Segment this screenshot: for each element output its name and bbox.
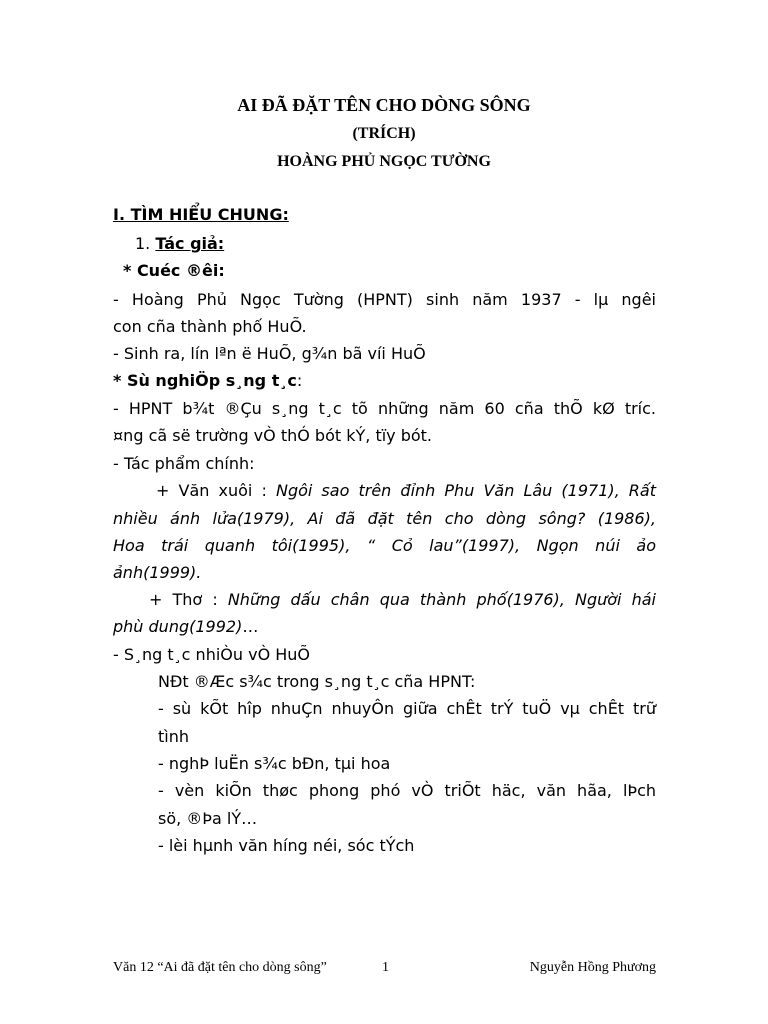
tho-works: phù dung(1992) [113,617,243,636]
dacsac-line: - sù kÕt hîp nhuÇn nhuyÔn giữa chÊt trÝ tuÖ vµ chÊt trữ [158,699,656,718]
subsection-number: 1. [135,234,156,253]
footer-left: Văn 12 “Ai đã đặt tên cho dòng sông” [113,960,327,975]
footer-page-number: 1 [382,960,389,975]
footer-right: Nguyễn Hồng Phương [529,960,656,975]
dacsac-line: - lèi hµnh văn híng néi, sóc tÝch [158,836,415,855]
vanxuoi-line: Hoa trái quanh tôi(1995), “ Cỏ lau”(1997), Ngọn núi ảo [113,536,656,555]
paragraph-line: - Sinh ra, lín lªn ë HuÕ, g¾n bã víi HuÕ [113,344,426,363]
sunghiep-label: * Sù nghiÖp s¸ng t¸c [113,371,297,390]
subsection-heading [135,233,678,255]
document-subtitle: (TRÍCH) [352,125,416,142]
subsection-label: Tác giả: [155,234,225,253]
dacsac-line: - vèn kiÕn thøc phong phó vÒ triÕt häc, văn hãa, lÞch [158,781,656,800]
document-title: AI ĐÃ ĐẶT TÊN CHO DÒNG SÔNG [237,95,531,115]
tho-prefix: + Thơ : [149,590,228,609]
dacsac-line: tình [158,727,189,746]
paragraph-line: - S¸ng t¸c nhiÒu vÒ HuÕ [113,645,311,664]
vanxuoi-works: Ngôi sao trên đỉnh Phu Văn Lâu (1971), Rất [275,481,657,500]
tho-ellipsis: … [242,617,259,636]
dacsac-line: sö, ®Þa lÝ… [158,809,258,828]
sunghiep-colon: : [296,371,303,390]
section-heading: I. TÌM HIỂU CHUNG: [113,205,289,224]
document-author: HOÀNG PHỦ NGỌC TƯỜNG [277,153,491,170]
vanxuoi-line: nhiều ánh lửa(1979), Ai đã đặt tên cho dòng sông? (1986), [113,509,656,528]
paragraph-line: - HPNT b¾t ®Çu s¸ng t¸c tõ những năm 60 cña thÕ kØ tríc. [113,399,656,418]
cuocdoi-heading: * Cuéc ®êi: [123,261,225,280]
tho-works: Những dấu chân qua thành phố(1976), Người hái [227,590,656,609]
paragraph-line: con cña thành phố HuÕ. [113,317,307,336]
paragraph-line: ¤ng cã së trường vÒ thÓ bót kÝ, tïy bót. [113,426,433,445]
vanxuoi-prefix: + Văn xuôi : [156,481,276,500]
document-title-block [0,94,768,172]
dacsac-line: NÐt ®Æc s¾c trong s¸ng t¸c cña HPNT: [158,672,476,691]
vanxuoi-line [156,480,656,502]
paragraph-line: - Hoàng Phủ Ngọc Tường (HPNT) sinh năm 1937 - lµ ngêi [113,290,656,309]
tho-line [149,589,656,611]
dacsac-line: - nghÞ luËn s¾c bÐn, tµi hoa [158,754,391,773]
paragraph-line: - Tác phẩm chính: [113,454,255,473]
page-footer [0,960,768,980]
vanxuoi-line: ảnh(1999). [113,563,202,582]
tho-line [113,616,656,638]
sunghiep-heading [113,370,656,392]
